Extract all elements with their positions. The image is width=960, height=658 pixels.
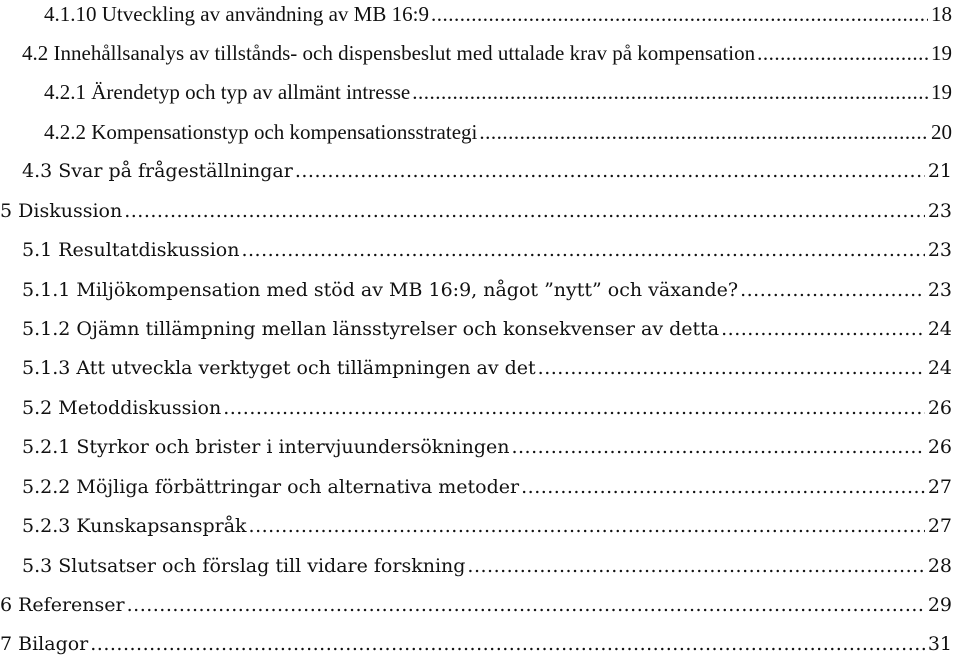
toc-entry-page: 23 <box>927 239 952 261</box>
toc-entry-page: 19 <box>931 41 952 65</box>
toc-entry[interactable] <box>22 276 952 304</box>
dot-leader <box>479 118 928 146</box>
dot-leader <box>467 552 924 580</box>
toc-entry-page: 28 <box>927 555 952 577</box>
toc-entry[interactable] <box>44 118 952 146</box>
dot-leader <box>538 354 925 382</box>
toc-entry-title: 5.1.3 Att utveckla verktyget och tillämpningen av det <box>22 357 536 379</box>
toc-entry-page: 29 <box>927 594 952 616</box>
dot-leader <box>249 512 925 540</box>
dot-leader <box>127 591 925 619</box>
toc-entry-title: 5.1.2 Ojämn tillämpning mellan länsstyrelser och konsekvenser av detta <box>22 318 720 340</box>
toc-entry[interactable] <box>22 552 952 580</box>
toc-entry-title: 5.2.1 Styrkor och brister i intervjuundersökningen <box>22 436 510 458</box>
dot-leader <box>412 78 928 106</box>
dot-leader <box>431 0 928 28</box>
toc-entry-page: 18 <box>931 2 952 26</box>
dot-leader <box>241 236 924 264</box>
toc-entry-title: 4.3 Svar på frågeställningar <box>22 160 293 182</box>
toc-entry[interactable] <box>22 236 952 264</box>
toc-entry-page: 31 <box>927 633 952 655</box>
toc-entry[interactable] <box>22 39 952 67</box>
dot-leader <box>124 197 925 225</box>
toc-entry[interactable] <box>0 197 952 225</box>
dot-leader <box>295 157 925 185</box>
dot-leader <box>511 433 924 461</box>
toc-entry-title: 5.1 Resultatdiskussion <box>22 239 240 261</box>
toc-entry[interactable] <box>0 630 952 658</box>
toc-entry[interactable] <box>22 157 952 185</box>
toc-entry-title: 4.2.1 Ärendetyp och typ av allmänt intresse <box>44 80 411 104</box>
toc-entry-page: 27 <box>927 476 952 498</box>
toc-entry-page: 26 <box>927 436 952 458</box>
toc-entry-title: 5 Diskussion <box>0 200 123 222</box>
dot-leader <box>740 276 925 304</box>
toc-entry-title: 7 Bilagor <box>0 633 89 655</box>
toc-entry-page: 24 <box>927 357 952 379</box>
dot-leader <box>223 394 925 422</box>
toc-entry-page: 26 <box>927 397 952 419</box>
toc-entry-title: 5.2 Metoddiskussion <box>22 397 222 419</box>
toc-entry[interactable] <box>22 394 952 422</box>
toc-entry-page: 19 <box>931 80 952 104</box>
toc-entry-title: 5.3 Slutsatser och förslag till vidare forskning <box>22 555 466 577</box>
toc-entry-title: 4.2 Innehållsanalys av tillstånds- och dispensbeslut med uttalade krav på kompensation <box>22 41 756 65</box>
dot-leader <box>721 315 925 343</box>
toc-entry-title: 5.1.1 Miljökompensation med stöd av MB 16:9, något ”nytt” och växande? <box>22 279 739 301</box>
toc-entry-page: 21 <box>927 160 952 182</box>
toc-entry[interactable] <box>22 473 952 501</box>
toc-entry-page: 24 <box>927 318 952 340</box>
toc-entry-title: 5.2.3 Kunskapsanspråk <box>22 515 247 537</box>
toc-entry-page: 20 <box>931 120 952 144</box>
toc-entry[interactable] <box>44 0 952 28</box>
toc-entry-title: 4.2.2 Kompensationstyp och kompensationsstrategi <box>44 120 478 144</box>
toc-entry-title: 6 Referenser <box>0 594 125 616</box>
toc-entry[interactable] <box>22 315 952 343</box>
toc-entry[interactable] <box>22 512 952 540</box>
dot-leader <box>757 39 928 67</box>
toc-entry[interactable] <box>22 354 952 382</box>
toc-entry-title: 4.1.10 Utveckling av användning av MB 16:9 <box>44 2 429 26</box>
dot-leader <box>90 630 925 658</box>
toc-entry-page: 27 <box>927 515 952 537</box>
toc-entry-title: 5.2.2 Möjliga förbättringar och alternativa metoder <box>22 476 520 498</box>
toc-entry[interactable] <box>0 591 952 619</box>
toc-entry[interactable] <box>22 433 952 461</box>
dot-leader <box>521 473 925 501</box>
toc-entry[interactable] <box>44 78 952 106</box>
toc-entry-page: 23 <box>927 279 952 301</box>
toc-entry-page: 23 <box>927 200 952 222</box>
